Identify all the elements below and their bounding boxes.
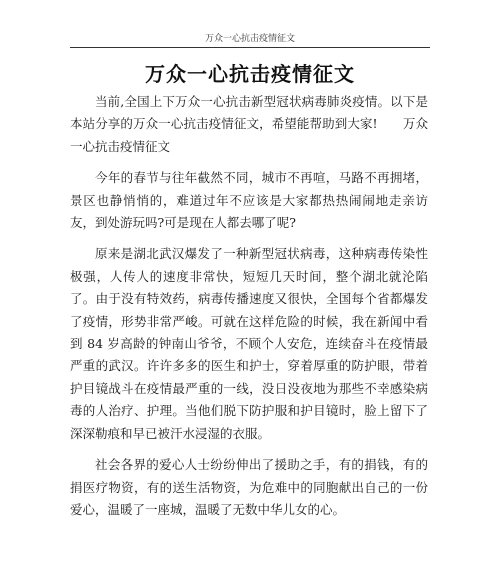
paragraph-spring-festival: 今年的春节与往年截然不同，城市不再喧，马路不再拥堵，景区也静悄悄的，难道过年不应该是大家都热热闹闹地走亲访友，到处游玩吗?可是现在人都去哪了呢? — [70, 170, 428, 231]
paragraph-outbreak: 原来是湖北武汉爆发了一种新型冠状病毒，这种病毒传染性极强，人传人的速度非常快，短短几天时间，整个湖北就沦陷了。由于没有特效药，病毒传播速度又很快，全国每个省都爆发了疫情，形势非常严峻。可就在这样危险的时候，我在新闻中看到 84 岁高龄的钟南山爷爷，不顾个人安危，连续奋斗在疫情最严重的武汉。许许多多的医生和护士，穿着厚重的防护眼，带着护目镜战斗在疫情最严重的一线，没日没夜地为那些不幸感染病毒的人治疗、护理。当他们脱下防护服和护目镜时，脸上留下了深深勒痕和早已被汗水浸湿的衣服。 — [70, 246, 428, 441]
paragraph-intro: 当前,全国上下万众一心抗击新型冠状病毒肺炎疫情。以下是本站分享的万众一心抗击疫情征文，希望能帮助到大家! 万众一心抗击疫情征文 — [70, 94, 428, 154]
running-header: 万众一心抗击疫情征文 — [204, 34, 295, 44]
document-title: 万众一心抗击疫情征文 — [145, 62, 355, 86]
header-divider — [70, 47, 430, 48]
document-body — [70, 91, 428, 521]
paragraph-society: 社会各界的爱心人士纷纷伸出了援助之手，有的捐钱，有的捐医疗物资，有的送生活物资，为危难中的同胞献出自己的一份爱心，温暖了一座城，温暖了无数中华儿女的心。 — [70, 457, 428, 517]
